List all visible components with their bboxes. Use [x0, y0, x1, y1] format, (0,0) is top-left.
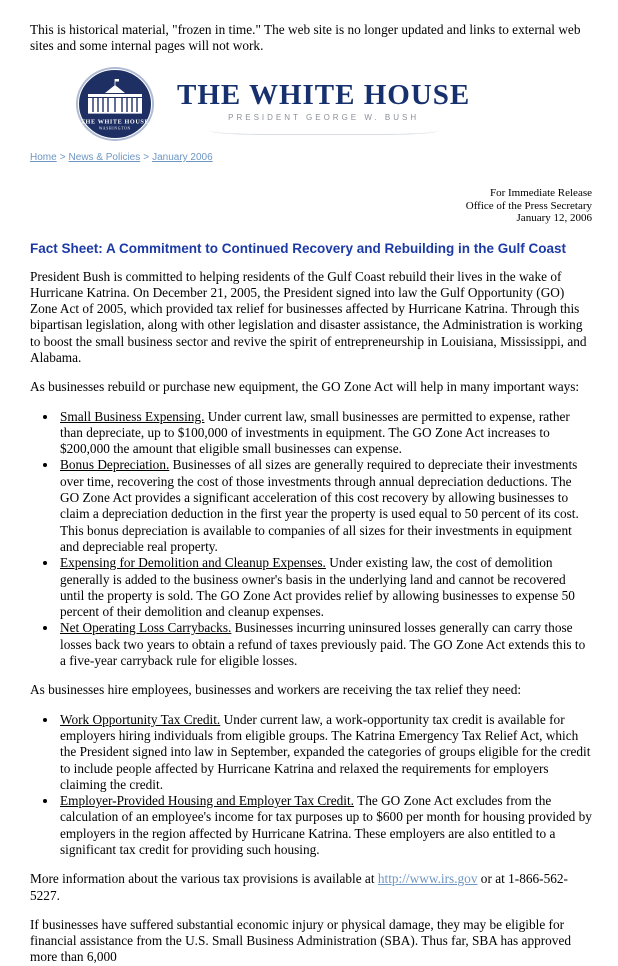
masthead-swoosh-divider: [209, 126, 439, 135]
breadcrumb-link-home[interactable]: Home: [30, 152, 57, 163]
list-item-lead: Expensing for Demolition and Cleanup Expenses.: [60, 555, 326, 571]
seal-text-line1: THE WHITE HOUSE: [80, 118, 150, 126]
site-wordmark: [177, 66, 470, 135]
tax-relief-list: [30, 712, 592, 859]
more-info-text-before: More information about the various tax provisions is available at: [30, 871, 378, 887]
breadcrumb-link-january-2006[interactable]: January 2006: [152, 152, 213, 163]
site-subtitle: PRESIDENT GEORGE W. BUSH: [228, 113, 420, 122]
list-item-lead: Small Business Expensing.: [60, 408, 205, 424]
white-house-seal-logo: [75, 66, 155, 142]
page: [0, 22, 618, 966]
list-item: [58, 457, 592, 555]
list-item: [58, 712, 592, 793]
frozen-in-time-disclaimer: This is historical material, "frozen in time." The web site is no longer updated and links to external web sites and some internal pages will not work.: [30, 22, 581, 53]
more-info-paragraph: [30, 871, 592, 904]
list-item-lead: Bonus Depreciation.: [60, 457, 170, 473]
release-line-immediate: For Immediate Release: [489, 187, 592, 199]
list-item: [58, 620, 592, 669]
list-item: [58, 793, 592, 858]
irs-gov-link[interactable]: http://www.irs.gov: [377, 871, 478, 887]
breadcrumb-separator: >: [59, 152, 66, 163]
breadcrumb-link-news-policies[interactable]: News & Policies: [68, 152, 141, 163]
list-item-text: Businesses incurring uninsured losses generally can carry those losses back two years to obtain a refund of taxes previously paid. The GO Zone Act extends this to a five-year carryback rule for eligible losses.: [60, 620, 586, 669]
list-item: [58, 555, 592, 620]
list-item-text: The GO Zone Act excludes from the calculation of an employee's income for tax purposes up to $600 per month for housing provided by employers in the region affected by Hurricane Katrina. These employers are also entitled to a significant tax credit for providing such housing.: [60, 793, 592, 857]
breadcrumb-separator: >: [143, 152, 150, 163]
list-item-lead: Net Operating Loss Carrybacks.: [60, 620, 232, 636]
release-line-date: January 12, 2006: [516, 212, 592, 224]
site-title: THE WHITE HOUSE: [177, 79, 471, 111]
intro-paragraph: President Bush is committed to helping residents of the Gulf Coast rebuild their lives in the wake of Hurricane Katrina. On December 21, 2005, the President signed into law the Gulf Opportunity (GO) Zone Act of 2005, which provided tax relief for businesses affected by Hurricane Katrina. Through this bipartisan legislation, along with other legislation and disaster assistance, the Administration is working to boost the small business sector and revive the spirit of entrepreneurship in Louisiana, Mississippi, and Alabama.: [30, 268, 587, 365]
list-item-text: Businesses of all sizes are generally required to depreciate their investments over time, recovering the cost of those investments through annual depreciation deductions. The GO Zone Act provides a significant acceleration of this cost recovery by allowing businesses to claim a depreciation deduction in the first year the property is used equal to 50 percent of its cost. This bonus depreciation is available to companies of all sizes for their investments in equipment and depreciable real property.: [60, 457, 579, 554]
rebuild-lead-in-paragraph: As businesses rebuild or purchase new equipment, the GO Zone Act will help in many important ways:: [30, 379, 580, 395]
list-item: [58, 409, 592, 458]
go-zone-benefits-list: [30, 409, 592, 670]
list-item-text: Under current law, small businesses are permitted to expense, rather than depreciate, up to $100,000 of investments in equipment. The GO Zone Act increases to $200,000 the amount that eligible small businesses can expense.: [60, 408, 570, 457]
list-item-lead: Employer-Provided Housing and Employer Tax Credit.: [60, 793, 354, 809]
seal-text-line2: WASHINGTON: [99, 126, 131, 131]
breadcrumb: [30, 152, 592, 163]
release-line-office: Office of the Press Secretary: [465, 199, 592, 212]
list-item-text: Under existing law, the cost of demolition generally is added to the business owner's basis in the underlying land and cannot be recovered until the property is sold. The GO Zone Act provides relief by allowing businesses to expense 50 percent of their demolition and cleanup expenses.: [60, 555, 575, 620]
list-item-text: Under current law, a work-opportunity tax credit is available for employers hiring individuals from eligible groups. The Katrina Emergency Tax Relief Act, which the President signed into law in September, expanded the categories of groups eligible for the credit to include people affected by Hurricane Katrina and relaxed the requirements for employers claiming the credit.: [60, 711, 591, 792]
list-item-lead: Work Opportunity Tax Credit.: [60, 711, 221, 727]
hiring-lead-in-paragraph: As businesses hire employees, businesses and workers are receiving the tax relief they need:: [30, 682, 522, 698]
release-info: [30, 187, 592, 225]
page-title: Fact Sheet: A Commitment to Continued Recovery and Rebuilding in the Gulf Coast: [30, 240, 567, 256]
white-house-masthead: [30, 66, 592, 142]
more-info-text-after: or at 1-866-562-5227.: [30, 871, 568, 903]
sba-paragraph: If businesses have suffered substantial economic injury or physical damage, they may be eligible for financial assistance from the U.S. Small Business Administration (SBA). Thus far, SBA has approved more than 6,000: [30, 916, 572, 965]
